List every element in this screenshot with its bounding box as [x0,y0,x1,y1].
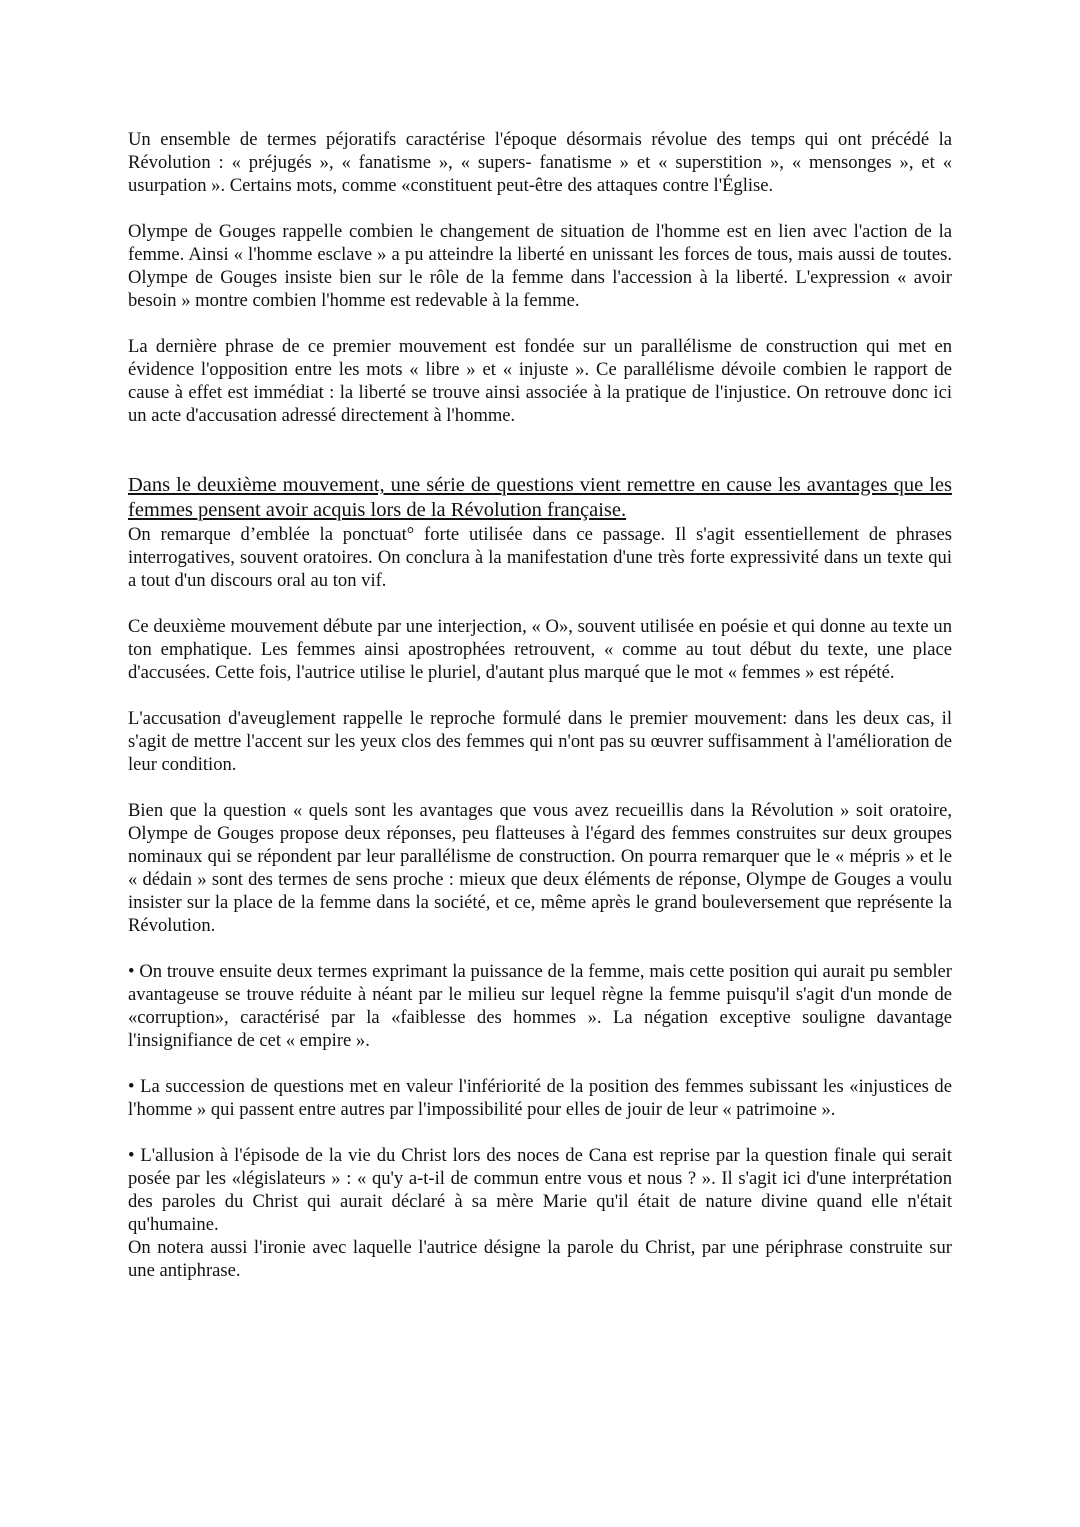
document-page [128,128,952,1305]
section-spacer [128,427,952,473]
paragraph-homme-esclave: Olympe de Gouges rappelle combien le changement de situation de l'homme est en lien avec l'action de la femme. Ainsi « l'homme esclave » a pu atteindre la liberté en unissant les forces de tous, mais aussi de toutes. Olympe de Gouges insiste bien sur le rôle de la femme dans l'accession à la liberté. L'expression « avoir besoin » montre combien l'homme est redevable à la femme. [128,221,952,311]
paragraph-succession-questions: • La succession de questions met en valeur l'infériorité de la position des femmes subissant les «injustices de l'homme » qui passent entre autres par l'impossibilité pour elles de jouir de leur « patrimoine ». [128,1076,952,1120]
paragraph-ironie: On notera aussi l'ironie avec laquelle l'autrice désigne la parole du Christ, par une périphrase construite sur une antiphrase. [128,1237,952,1281]
paragraph-noces-cana: • L'allusion à l'épisode de la vie du Christ lors des noces de Cana est reprise par la question finale qui serait posée par les «législateurs » : « qu'y a-t-il de commun entre vous et nous ? ». Il s'agit ici d'une interprétation des paroles du Christ qui aurait déclaré à sa mère Marie qu'il était de nature divine quand elle n'était qu'humaine. [128,1145,952,1235]
section-heading-deuxieme-mouvement: Dans le deuxième mouvement, une série de questions vient remettre en cause les avantages que les femmes pensent avoir acquis lors de la Révolution française. [128,474,952,521]
paragraph-ponctuation: On remarque d’emblée la ponctuat° forte utilisée dans ce passage. Il s'agit essentiellement de phrases interrogatives, souvent oratoires. On conclura à la manifestation d'une très forte expressivité dans un texte qui a tout d'un discours oral au ton vif. [128,524,952,591]
paragraph-aveuglement: L'accusation d'aveuglement rappelle le reproche formulé dans le premier mouvement: dans les deux cas, il s'agit de mettre l'accent sur les yeux clos des femmes qui n'ont pas su œuvrer suffisamment à l'amélioration de leur condition. [128,708,952,775]
paragraph-interjection: Ce deuxième mouvement débute par une interjection, « O», souvent utilisée en poésie et qui donne au texte un ton emphatique. Les femmes ainsi apostrophées retrouvent, « comme au tout début du texte, une place d'accusées. Cette fois, l'autrice utilise le pluriel, d'autant plus marqué que le mot « femmes » est répété. [128,616,952,683]
paragraph-parallelisme: La dernière phrase de ce premier mouvement est fondée sur un parallélisme de construction qui met en évidence l'opposition entre les mots « libre » et « injuste ». Ce parallélisme dévoile combien le rapport de cause à effet est immédiat : la liberté se trouve ainsi associée à la pratique de l'injustice. On retrouve donc ici un acte d'accusation adressé directement à l'homme. [128,336,952,426]
paragraph-epoque-revolue: Un ensemble de termes péjoratifs caractérise l'époque désormais révolue des temps qui ont précédé la Révolution : « préjugés », « fanatisme », « supers- fanatisme » et « superstition », « mensonges », et « usurpation ». Certains mots, comme «constituent peut-être des attaques contre l'Église. [128,129,952,196]
paragraph-avantages: Bien que la question « quels sont les avantages que vous avez recueillis dans la Révolution » soit oratoire, Olympe de Gouges propose deux réponses, peu flatteuses à l'égard des femmes construites sur deux groupes nominaux qui se répondent par leur parallélisme de construction. On pourra remarquer que le « mépris » et le « dédain » sont des termes de sens proche : mieux que deux éléments de réponse, Olympe de Gouges a voulu insister sur la place de la femme dans la société, et ce, même après le grand bouleversement que représente la Révolution. [128,800,952,936]
paragraph-puissance-femme: • On trouve ensuite deux termes exprimant la puissance de la femme, mais cette position qui aurait pu sembler avantageuse se trouve réduite à néant par le milieu sur lequel règne la femme puisqu'il s'agit d'un monde de «corruption», caractérisé par la «faiblesse des hommes ». La négation exceptive souligne davantage l'insignifiance de cet « empire ». [128,961,952,1051]
